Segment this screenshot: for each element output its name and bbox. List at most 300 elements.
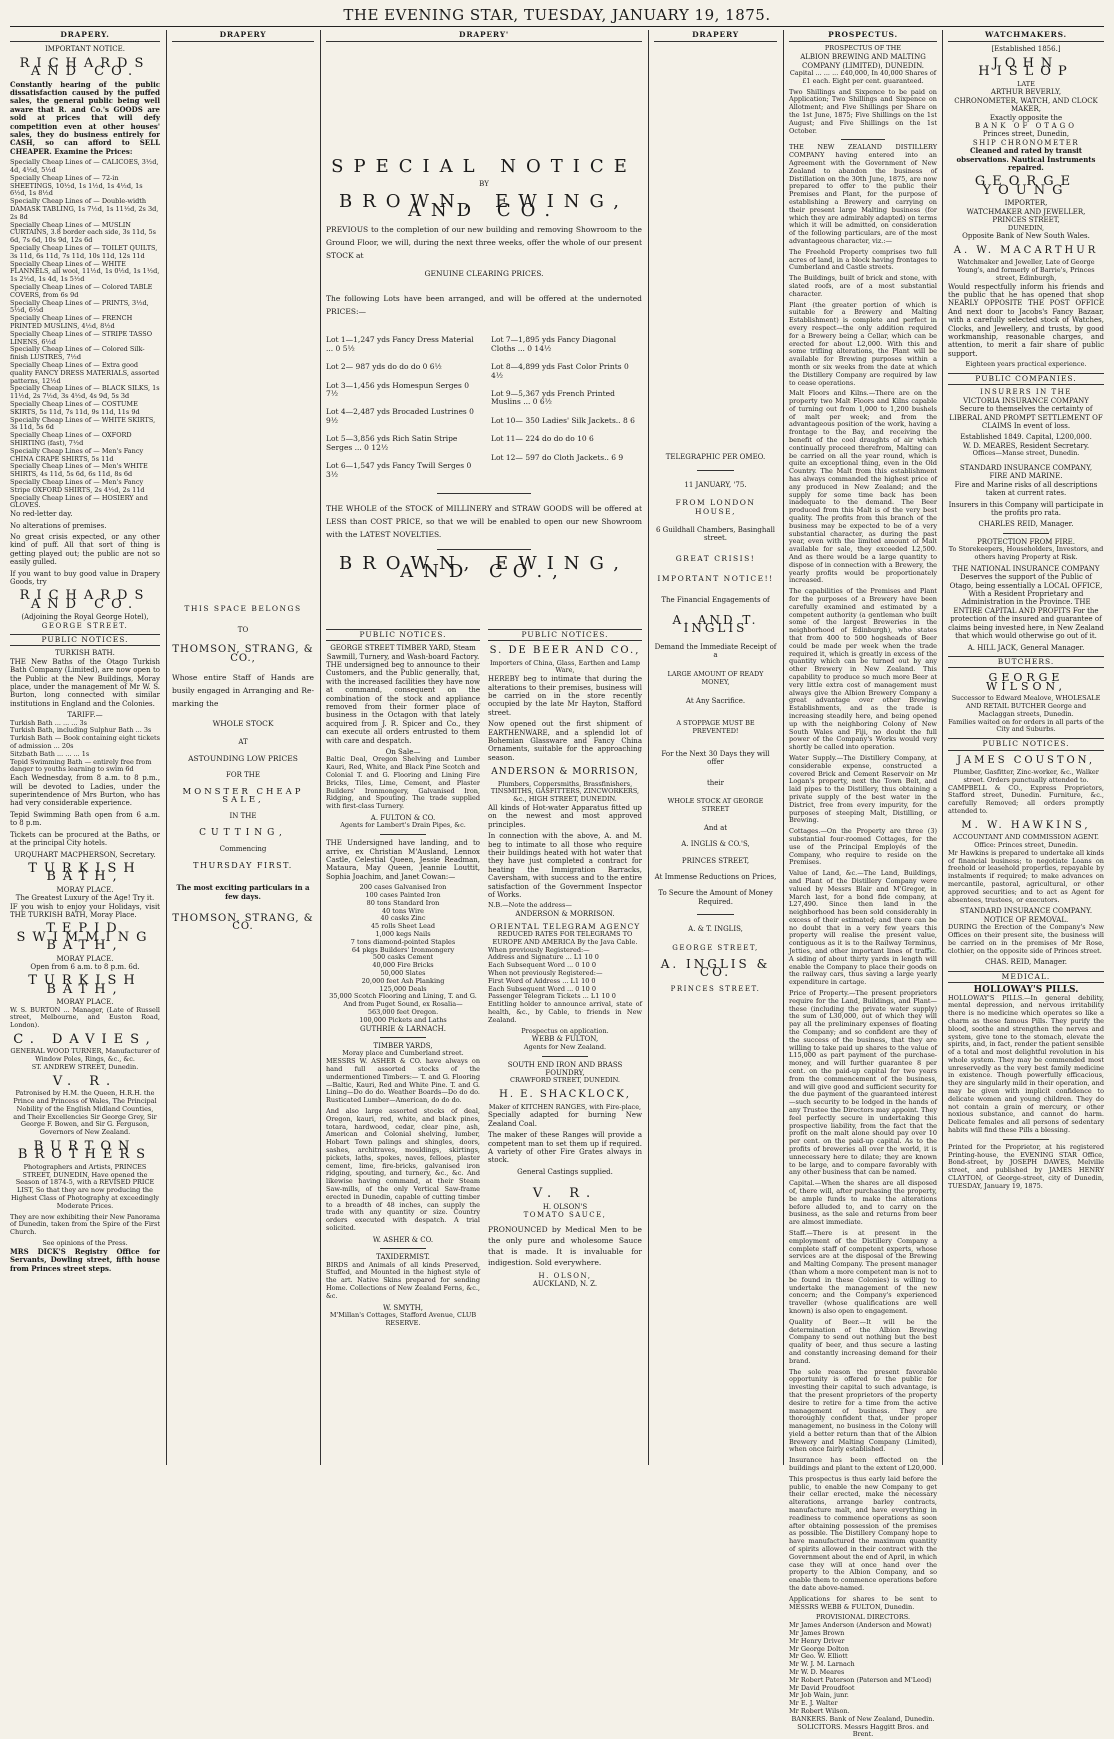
late-label: LATE	[1017, 79, 1035, 88]
low-prices: ASTOUNDING LOW PRICES	[188, 753, 298, 763]
lots-table	[326, 326, 642, 488]
removal: NOTICE OF REMOVAL.	[983, 915, 1069, 924]
vr-mark: V. R.	[52, 1073, 118, 1089]
director: Mr Job Wain, junr.	[789, 1691, 849, 1700]
lots-left	[326, 326, 477, 488]
prospectus-label: PROSPECTUS OF THE	[824, 44, 902, 53]
prospectus-para: The sole reason the present favorable opportunity is offered to the public for investing their capital to such advantage, is that the present proprietors of the property desire to retire for a time from the active management of business. They are thoroughly confident that, under proper management, no business in the Colony will yield a better return than that of the Albion Brewery and Malting Company (Limited), when once fairly established.	[789, 1367, 937, 1454]
closing-line: If you want to buy good value in Drapery Goods, try	[10, 569, 160, 586]
section-header: DRAPERY.	[10, 30, 160, 42]
protection: PROTECTION FROM FIRE.	[977, 537, 1075, 546]
on-sale: On Sale—	[385, 748, 421, 756]
section-header: PUBLIC NOTICES.	[10, 634, 160, 646]
timber-text: THE undersigned beg to announce to their Customers, and the Public generally, that, with the increased facilities they have now at command, consequent on the combination of the stock and appliance removed from their former place of business in the Octagon with that lately acquired from J. R. Spicer and Co., they can execute all orders entrusted to them with care and despatch.	[326, 660, 480, 745]
great-crisis: GREAT CRISIS!	[675, 553, 756, 563]
lot-row: Lot 9—5,367 yds French Printed Muslins ... 0 6½	[491, 389, 615, 407]
yards-title: TIMBER YARDS,	[373, 1041, 433, 1050]
tariff-line: Turkish Bath ... ... ... 3s	[10, 718, 88, 727]
thomson-title: THOMSON, STRANG, & CO.,	[172, 644, 314, 664]
price-item: Specially Cheap Lines of — CALICOES, 3½d, 4d, 4½d, 5½d	[10, 158, 159, 175]
divider	[437, 549, 532, 550]
landed-item: 125,000 Deals	[379, 984, 427, 993]
yards-sub: Moray place and Cumberland street.	[342, 1049, 464, 1058]
space-belongs: THIS SPACE BELONGS	[184, 604, 302, 614]
oriental-title: ORIENTAL TELEGRAM AGENCY	[489, 921, 641, 931]
burton-panorama: They are now exhibiting their New Panorama of Dunedin, taken from the Spire of the First Church.	[10, 1212, 160, 1237]
tepid-open: Open from 6 a.m. to 8 p.m. 6d.	[30, 962, 140, 971]
section-header: PUBLIC NOTICES.	[948, 738, 1104, 750]
by-label: BY	[479, 179, 489, 188]
director: Mr James Brown	[789, 1629, 845, 1638]
landed-item: 40 tons Wire	[381, 906, 425, 915]
telegraphic: TELEGRAPHIC PER OMEO.	[665, 453, 766, 462]
asher-text: MESSRS W. ASHER & CO. have always on hand full assorted stocks of the undermentioned Timbers:— T. and G. Flooring—Baltic, Kauri, Red and White Pine. T. and G. Lining—Do do do. Weather Boards—Do do do. Rusticated Lumber—American, do do do.	[326, 1057, 480, 1105]
ready-money: LARGE AMOUNT OF READY MONEY,	[667, 669, 764, 687]
olson-addr: AUCKLAND, N. Z.	[532, 1279, 598, 1288]
section-header: PROSPECTUS.	[789, 30, 937, 42]
landed-item: 45 rolls Sheet Lead	[370, 922, 436, 931]
burton-press: See opinions of the Press.	[42, 1238, 128, 1247]
lot-row: Lot 12— 597 do Cloth Jackets.. 6 9	[491, 452, 624, 462]
and-at: And at	[703, 823, 728, 832]
tariff-line: Sitzbath Bath ... ... ... 1s	[10, 749, 90, 758]
lots-intro: The following Lots have been arranged, and will be offered at the undernoted PRICES:—	[326, 294, 642, 317]
olson-sign: H. OLSON,	[538, 1271, 592, 1280]
bank-otago: BANK OF OTAGO	[974, 122, 1077, 131]
divider	[1003, 1139, 1050, 1140]
hawkins-title: M. W. HAWKINS,	[961, 819, 1091, 831]
column-divider	[648, 30, 649, 1465]
bath-hours: Each Wednesday, from 8 a.m. to 8 p.m., will be devoted to Ladies, under the superintendence of Mrs Burton, who has had very considerable experience.	[10, 774, 160, 808]
public-notices-right	[488, 625, 642, 1328]
director: Mr W. J. M. Larnach	[789, 1660, 855, 1669]
oriental-rate: Each Subsequent Word ... 0 10 0	[488, 961, 596, 970]
director: Mr W. D. Meares	[789, 1668, 845, 1676]
turkish-bath-enjoy: IF you wish to enjoy your Holidays, visit THE TURKISH BATH, Moray Place.	[10, 902, 160, 919]
george-street: GEORGE STREET,	[672, 943, 759, 952]
burton-title: BURTON BROTHERS	[17, 1138, 153, 1163]
price-item: Specially Cheap Lines of — MUSLIN CURTAINS, 3.8 border each side, 3s 11d, 5s 6d, 7s 6d, 10s 9d, 12s 6d	[10, 220, 157, 245]
jack: A. HILL JACK, General Manager.	[967, 643, 1085, 652]
holloway-text: HOLLOWAY'S PILLS.—In general debility, mental depression, and nervous irritability there is no medicine which operates so like a charm as these famous Pills. They purify the blood, soothe and strengthen the nerves and system, give tone to the stomach, elevate the spirits, and, in fact, render the patient sensible of a total and most delightful revolution in his whole system. They may be commended most unreservedly as the very best family medicine in existence. Though powerfully efficacious, they are singularly mild in their operation, and may be given with implicit confidence to delicate women and young children. They do not contain a grain of mercury, or other noxious substance, and cannot do harm. Delicate females and all persons of sedentary habits will find these Pills a blessing.	[948, 993, 1104, 1135]
debeer-text-2: Now opened out the first shipment of EARTHENWARE, and a splendid lot of Bohemian Glassware and Fancy China Ornaments, suitable for the approaching season.	[488, 720, 642, 762]
price-item: Specially Cheap Lines of — Men's WHITE SHIRTS, 4s 11d, 5s 6d, 6s 11d, 8s 6d	[10, 462, 148, 479]
price-item: Specially Cheap Lines of — COSTUME SKIRTS, 5s 11d, 7s 11d, 9s 11d, 11s 9d	[10, 399, 140, 416]
prospectus-para: Capital.—When the shares are all disposed of, there will, after purchasing the property, be ample funds to make the alterations before alluded to, and to carry on the business, as the sale and returns from beer are almost immediate.	[789, 1179, 937, 1227]
vr-text: Patronised by H.M. the Queen, H.R.H. the Prince and Princess of Wales, The Principal Nobility of the English Midland Counties, and Their Excellencies Sir George Grey, Sir George F. Bowen, and Sir G. Ferguson, Governors of New Zealand.	[13, 1089, 157, 1137]
divider	[437, 493, 532, 494]
demand: Demand the Immediate Receipt of a	[654, 642, 777, 660]
prospectus-para: Staff.—There is at present in the employment of the Distillery Company a complete staff of competent experts, whose services are at the disposal of the Brewing and Malting Company. The present manager (than whom a more competent man is not to be found in these Colonies) is willing to undertake the management of the new concern; and the Company's experienced traveller (whose qualifications are well known) is also open to engagement.	[789, 1228, 937, 1315]
turkish-bath-3: TURKISH BATH,	[28, 973, 142, 997]
reid: CHARLES REID, Manager.	[978, 520, 1074, 529]
directors-title: PROVISIONAL DIRECTORS.	[815, 1613, 911, 1622]
timber-title: GEORGE STREET TIMBER YARD, Steam Sawmill, Turnery, and Wash-board Factory.	[326, 644, 480, 661]
at-label: AT	[238, 738, 248, 747]
opposite-nsw: Opposite Bank of New South Wales.	[962, 232, 1090, 241]
column-divider	[783, 30, 784, 1465]
landed-item: 40,000 Fire Bricks	[372, 961, 434, 970]
olson-title: H. OLSON'S	[542, 1202, 588, 1211]
price-list	[10, 159, 160, 510]
prospectus-para: Water Supply.—The Distillery Company, at considerable expense, constructed a covered Brick and Cement Reservoir on Mr Logan's property, next the Town Belt, and laid pipes to the Distillery, thus obtaining a private supply of the best water in the District, free from every impurity, for the purposes of steeping Malt, Distilling, or Brewing.	[789, 753, 937, 825]
director: Mr Robert Paterson (Paterson and M'Leod)	[789, 1675, 932, 1684]
inglis-co-title: A. INGLIS & CO.	[660, 957, 771, 980]
bath-tickets: Tickets can be procured at the Baths, or at the principal City hotels.	[10, 830, 160, 848]
taxidermist-text: BIRDS and Animals of all kinds Preserved, Stuffed, and Mounted in the highest style of the art. Native Skins prepared for sending Home. Collections of New Zealand Ferns, &c., &c.	[326, 1260, 480, 1300]
prospectus-para: Price of Property.—The present proprietors require for the Land, Buildings, and Plant—these (including the private water supply) the sum of L30,000, out of which they will pay all the preliminary expenses of floating the Company; and so confident are they of the success of the business, that they are willing to take paid up shares to the value of L15,000 as part payment of the purchase-money, and will further guarantee 8 per cent. on the paid-up capital for two years from the commencement of the business, and will give good and sufficient security for the due payment of the guaranteed interest—such security to be lodged in the hands of any Trustee the Directors may appoint. They feel perfectly secure in undertaking this prospective liability, from the fact that the profit on the malt alone should pay over 10 per cent. on the paid-up capital. As to the profits of breweries all over the world, it is unnecessary here to dilate; they are known to be large, and to compare favorably with any other business that can be named.	[789, 989, 937, 1177]
divider	[841, 139, 885, 140]
in-label: IN THE	[229, 812, 257, 821]
tariff-line: Turkish Bath — Book containing eight tickets of admission ... 20s	[10, 734, 160, 751]
landed-item: 40 casks Zinc	[380, 914, 426, 923]
lots-right	[491, 326, 642, 488]
landed-item: 64 pkgs Builders' Ironmongery	[351, 945, 455, 954]
column-3	[326, 30, 642, 1465]
prospectus-para: The capabilities of the Premises and Plant for the purposes of a Brewery have been carefully examined and estimated by a competent authority (a gentleman who built some of the largest Breweries in the neighborhood of Edinburgh), who states that from 400 to 500 hogsheads of Beer could be made per week when the trade required it, which is greatly in excess of the quantity which can be turned out by any other Brewery in New Zealand. This capability to produce so much more Beer at very little extra cost of management must always give the Albion Brewery Company a great advantage over other Brewing Establishments, and as the trade is increasing steadily here, and being opened up with the neighboring Colony of New South Wales and Fiji, no doubt the full power of the Company's Works would very shortly be called into operation.	[789, 587, 937, 752]
standard-title: STANDARD INSURANCE COMPANY,	[959, 464, 1093, 473]
bath-title: TURKISH BATH.	[55, 649, 115, 658]
shacklock-text-2: The maker of these Ranges will provide a competent man to set them up if required. A variety of other Fire Grates always in stock.	[488, 1131, 642, 1165]
davies-sub: GENERAL WOOD TURNER, Manufacturer of Window Poles, Rings, &c., &c.	[10, 1047, 160, 1064]
hawkins-text: Mr Hawkins is prepared to undertake all kinds of financial business; to negotiate Loans on freehold or leasehold properties, repayable by instalments if required; to make advances on mercantile, pastoral, agricultural, or other approved securities; and to act as Agent for absentees, trustees, or executors.	[948, 848, 1104, 904]
lot-row: Lot 1—1,247 yds Fancy Dress Material ... 0 5½	[326, 335, 474, 353]
beverly: ARTHUR BEVERLY,	[990, 88, 1062, 97]
section-header: DRAPERY'	[326, 30, 642, 42]
princes-street-2: PRINCES STREET.	[670, 984, 761, 993]
landed-item: 35,000 Scotch Flooring and Lining, T. and G.	[329, 992, 477, 1001]
standard-text-2: Insurers in this Company will participate in the profits pro rata.	[948, 500, 1104, 518]
protection-text: To Storekeepers, Householders, Investors, and others having Property at Risk.	[948, 545, 1104, 562]
their: their	[706, 778, 725, 787]
public-notices-area	[326, 625, 642, 1328]
price-item: Specially Cheap Lines of — HOSIERY and GLOVES.	[10, 493, 148, 510]
capital: Capital ... ... ... £40,000, In 40,000 Shares of £1 each. Eight per cent. guaranteed.	[789, 69, 937, 85]
column-divider	[320, 30, 321, 1465]
section-header: DRAPERY	[654, 30, 777, 42]
masthead-rule	[10, 26, 1104, 27]
price-item: Specially Cheap Lines of — STRIPE TASSO LINENS, 6½d	[10, 329, 153, 346]
immense: At Immense Reductions on Prices,	[654, 872, 777, 881]
macarthur-exp: Eighteen years practical experience.	[965, 360, 1087, 369]
davies-addr: ST. ANDREW STREET, Dunedin.	[31, 1062, 139, 1071]
column-2	[172, 30, 314, 1465]
inglis-title: A. AND T. INGLIS	[672, 613, 759, 636]
bath-hours-2: Tepid Swimming Bath open from 6 a.m. to 8 p.m.	[10, 810, 160, 828]
prospectus-para: Cottages.—On the Property are three (3) substantial four-roomed Cottages, for the use of the Principal Employés of the Company, who require to reside on the Premises.	[789, 827, 937, 867]
oriental-rate: First Word of Address ... L1 10 0	[488, 976, 596, 985]
landed-item: 100 cases Painted Iron	[365, 891, 441, 900]
cutting: CUTTING,	[199, 827, 287, 838]
asher-text-2: And also large assorted stocks of deal, Oregon, kauri, red, white, and black pines, totara, hardwood, cedar, clear pine, ash, American and Colonial shelving, lumber, Hobart Town palings and shingles, doors, sashes, architraves, mouldings, skirtings, pickets, laths, spokes, naves, felloes, plaster cement, lime, fire-bricks, galvanised iron ridging, spouting, and turnery, &c., &c. And likewise having command, at their Steam Saw-mills, of the only Vertical Saw-frame erected in Dunedin, capable of cutting timber to a breadth of 48 inches, can supply the trade with any quantity or size. Country orders executed with despatch. A trial solicited.	[326, 1106, 480, 1232]
guthrie-sign: GUTHRIE & LARNACH.	[360, 1024, 446, 1033]
asher-sign: W. ASHER & CO.	[372, 1235, 434, 1244]
director: Mr George Dolton	[789, 1644, 849, 1653]
particulars: The most exciting particulars in a few days.	[176, 883, 310, 901]
prospectus-para: This prospectus is thus early laid before the public, to enable the new Company to get their cellar erected, make the necessary alterations, arrange barley contracts, manufacture malt, and have everything in readiness to commence operations as soon after obtaining possession of the premises as possible. The Distillery Company hope to have manufactured the maximum quantity of spirits allowed in their contract with the Government about the end of April, in which case they will at once hand over the property to the Albion Company, and so enable them to commence operations before the date above-named.	[789, 1474, 937, 1593]
director: Mr Geo. W. Elliott	[789, 1652, 848, 1661]
price-item: Specially Cheap Lines of — BLACK SILKS, 1s 11½d, 2s 7½d, 3s 4½d, 4s 9d, 5s 3d	[10, 384, 160, 401]
bath-text: THE New Baths of the Otago Turkish Bath Company (Limited), are now open to the Public at the New Buildings, Moray place, under the management of Mr W. S. Burton, long connected with similar institutions in England and the Colonies.	[10, 657, 160, 708]
richards-title-2: RICHARDS AND CO.	[19, 588, 151, 612]
oriental-text: Entitling holder to announce arrival, state of health, &c., by Cable, to friends in New Zealand.	[488, 1000, 642, 1024]
ship-chronometer: SHIP CHRONOMETER	[972, 138, 1080, 147]
prospectus-para: The Buildings, built of brick and stone, with slated roofs, are of a most substantial character.	[789, 274, 937, 298]
richards-intro: Constantly hearing of the public dissatisfaction caused by the puffed sales, the general public being well aware that R. and Co.'s GOODS are sold at prices that will defy competition even at other houses' sales, they do business entirely for CASH, so can afford to SELL CHEAPER. Examine the Prices:	[10, 79, 160, 156]
olson-text: PRONOUNCED by Medical Men to be the only pure and wholesome Sauce that is made. It is invaluable for indigestion. Sold everywhere.	[488, 1224, 642, 1267]
chronometer: CHRONOMETER, WATCH, AND CLOCK MAKER,	[954, 96, 1098, 114]
hawkins-sub: ACCOUNTANT AND COMMISSION AGENT.	[953, 833, 1099, 842]
lot-row: Lot 5—3,856 yds Rich Satin Stripe Serges ... 0 12½	[326, 434, 458, 452]
landed-item: And from Puget Sound, ex Rosalia—	[343, 1000, 463, 1009]
anderson-sub: Plumbers, Coppersmiths, Brassfinishers, TINSMITHS, GASFITTERS, ZINCWORKERS, &c., HIGH STREET, DUNEDIN.	[490, 779, 640, 804]
director: Mr James Anderson (Anderson and Mowat)	[789, 1621, 932, 1630]
bankers: BANKERS. Bank of New Zealand, Dunedin.	[791, 1714, 935, 1723]
section-header: PUBLIC NOTICES.	[488, 629, 642, 641]
price-item: Specially Cheap Lines of — OXFORD SHIRTING (fast), 7½d	[10, 431, 132, 447]
price-item: Specially Cheap Lines of — WHITE FLANNELS, all wool, 11½d, 1s 0½d, 1s 1½d, 1s 2½d, 1s 4d, 1s 5½d	[10, 259, 160, 284]
dick-registry: MRS DICK'S Registry Office for Servants, Dowling street, fifth house from Princes street steps.	[10, 1246, 160, 1273]
lot-row: Lot 7—1,895 yds Fancy Diagonal Cloths ... 0 14½	[491, 335, 617, 353]
prospectus-para: THE NEW ZEALAND DISTILLERY COMPANY having entered into an Agreement with the Government of New Zealand to abandon the business of Distillation on the 30th June, 1875, are now prepared to offer to the public their Premises and Plant, for the purpose of establishing a Brewery and carrying on their present large Malting business (for which they are admirably adapted) on terms which it will be admitted, on consideration of the following particulars, are of the most advantageous character, viz.:—	[789, 143, 937, 245]
millinery-text: THE WHOLE of the STOCK of MILLINERY and STRAW GOODS will be offered at LESS than COST PRICE, so that we will be enabled to open our new Showroom with the LATEST NOVELTIES.	[326, 503, 642, 539]
divider	[380, 1037, 426, 1038]
landed-text: THE Undersigned have landing, and to arrive, ex Christian M'Ausland, Lennox Castle, Celestial Queen, Jessie Readman, Mataura, May Queen, Jeannie Louttit, Sophia Joachim, and Janet Cowan:—	[326, 839, 480, 881]
company-name: ALBION BREWING AND MALTING COMPANY (LIMITED), DUNEDIN.	[800, 53, 926, 70]
director: Mr Henry Driver	[789, 1636, 845, 1645]
section-header: PUBLIC NOTICES.	[326, 629, 480, 641]
price-item: Specially Cheap Lines of — Colored TABLE COVERS, from 6s 9d	[10, 283, 153, 299]
anderson-nb: N.B.—Note the address—	[488, 901, 572, 910]
couston-title: JAMES COUSTON,	[956, 754, 1096, 766]
lot-row: Lot 2— 987 yds do do do 0 6½	[326, 362, 442, 372]
masthead: THE EVENING STAR, TUESDAY, JANUARY 19, 1875.	[343, 6, 771, 24]
tariff-line: Tepid Swimming Bath — entirely free from danger to youths learning to swim 6d	[10, 757, 152, 774]
taxidermist-title: TAXIDERMIST.	[376, 1253, 430, 1262]
campbell: CAMPBELL & CO., Express Proprietors, Stafford street, Dunedin. Furniture, &c., carefully Removed; all orders promptly attended to.	[948, 783, 1104, 815]
closing-line: No alterations of premises.	[10, 521, 107, 530]
oriental-prospectus: Prospectus on application.	[521, 1026, 609, 1035]
landed-item: 100,000 Pickets and Laths	[359, 1015, 447, 1024]
lot-row: Lot 11— 224 do do do 10 6	[491, 434, 594, 444]
tariff-line: Turkish Bath, including Sulphur Bath ... 3s	[10, 726, 152, 735]
column-4	[654, 30, 777, 1465]
oriental-rate: Address and Signature ... L1 10 0	[488, 953, 599, 962]
whole-stock: WHOLE STOCK AT GEORGE STREET	[667, 796, 764, 814]
meares: W. D. MEARES, Resident Secretary.	[962, 441, 1090, 450]
landed-item: 50,000 Slates	[380, 968, 426, 977]
turkish-bath-2-place: MORAY PLACE.	[56, 885, 114, 894]
fire-marine: FIRE AND MARINE.	[989, 472, 1063, 481]
insurers: INSURERS IN THE	[980, 388, 1072, 397]
prospectus-para: Malt Floors and Kilns.—There are on the property two Malt Floors and Kilns capable of turning out from 1,000 to 1,200 bushels of malt per week; and from the advantageous position of the work, having a frontage to the Bay, and receiving the benefit of the cool draughts of air which continually proceed therefrom, Malting can be carried on all the year round, which is quite an exceptional thing, even in the Old Country. The Malt from this establishment has always commanded the highest price of any produced in New Zealand; and the supply for some time back has been inadequate to the demand. The Beer produced from this Malt is of the very best quality. The profits from this branch of the business may be expected to be of a very substantial character, as during the past year, even with the limited amount of Malt available for sale, they exceeded L2,500. And as there would be a large quantity to dispose of in connection with a Brewery, the yearly profits would be proportionately increased.	[789, 389, 937, 585]
victoria-text: Secure to themselves the certainty of LIBERAL AND PROMPT SETTLEMENT OF CLAIMS In event of loss.	[949, 405, 1103, 430]
previous-text: PREVIOUS to the completion of our new building and removing Showroom to the Ground Floor, we will, during the next three weeks, offer the whole of our present STOCK at	[326, 225, 642, 261]
divider	[542, 1056, 588, 1057]
divider	[380, 1248, 426, 1249]
anderson-text-2: In connection with the above, A. and M. beg to intimate to all those who require their buildings heated with hot water that they have just completed a contract for heating the Immigration Barracks, Caversham, with success and to the entire satisfaction of the Government Inspector of Works.	[488, 832, 642, 900]
thursday: THURSDAY FIRST.	[193, 860, 293, 870]
hawkins-office: Office: Princes street, Dunedin.	[974, 840, 1078, 849]
section-header: PUBLIC COMPANIES.	[948, 373, 1104, 385]
secure: To Secure the Amount of Money Required.	[658, 889, 773, 906]
prospectus-para: Insurance has been effected on the buildings and plant to the extent of L20,000.	[789, 1456, 937, 1473]
landed-item: 20,000 feet Ash Planking	[361, 976, 445, 985]
fulton-sign: A. FULTON & CO.	[370, 813, 436, 822]
dunedin: DUNEDIN,	[1007, 223, 1045, 232]
public-notices-left	[326, 625, 480, 1328]
standard-text: Fire and Marine risks of all descriptions taken at current rates.	[954, 480, 1098, 498]
monster-sale: MONSTER CHEAP SALE,	[182, 786, 304, 806]
landed-item: 7 tons diamond-pointed Staples	[350, 937, 456, 946]
wilson-text: Families waited on for orders in all parts of the City and Suburbs.	[948, 717, 1104, 734]
at-inglis: A. & T. INGLIS,	[688, 925, 743, 934]
shacklock-title: H. E. SHACKLOCK,	[499, 1089, 631, 1101]
turkish-bath-3-place: MORAY PLACE.	[56, 998, 114, 1007]
price-item: Specially Cheap Lines of — Men's Fancy Stripe OXFORD SHIRTS, 2s 4½d, 2s 11d	[10, 477, 145, 494]
section-header: BUTCHERS.	[948, 656, 1104, 668]
for-label: FOR THE	[226, 771, 260, 780]
shares: Two Shillings and Sixpence to be paid on Application; Two Shillings and Sixpence on Allotment; and Five Shillings per Share on the 1st June, 1875; Five Shillings on the 1st August; and Five Shillings on the 1st October.	[789, 87, 937, 135]
to-label: TO	[237, 625, 249, 634]
standard-2: STANDARD INSURANCE COMPANY.	[959, 907, 1093, 916]
princes-dunedin: Princes street, Dunedin,	[982, 130, 1070, 139]
cleaned: Cleaned and rated by transit observations. Nautical Instruments repaired.	[956, 146, 1096, 173]
secretary: URQUHART MACPHERSON, Secretary.	[14, 850, 156, 859]
price-item: Specially Cheap Lines of — Colored Silk-finish LUSTRES, 7½d	[10, 345, 145, 362]
landed-item: 200 cases Galvanised Iron	[359, 883, 447, 892]
couston-sub: Plumber, Gasfitter, Zinc-worker, &c., Walker street. Orders punctually attended to.	[953, 767, 1099, 784]
vr-mark: V. R.	[532, 1186, 598, 1202]
landed-item: 500 casks Cement	[372, 953, 434, 962]
inglis-co: A. INGLIS & CO.'S,	[681, 840, 750, 849]
section-header: DRAPERY	[172, 30, 314, 42]
foundry-sub: CRAWFORD STREET, DUNEDIN.	[510, 1076, 620, 1085]
foundry-title: SOUTH END IRON AND BRASS FOUNDRY,	[507, 1060, 623, 1078]
closing-line: No great crisis expected, or any other kind of puff. All that sort of thing is getting played out; the public are not so easily gulled.	[10, 532, 160, 567]
tariff-label: TARIFF.—	[67, 711, 103, 720]
column-divider	[942, 30, 943, 1465]
notice-title: IMPORTANT NOTICE.	[45, 45, 125, 54]
lot-row: Lot 8—4,899 yds Fast Color Prints 0 4½	[491, 362, 629, 380]
smyth-sign: W. SMYTH,	[382, 1303, 423, 1312]
prospectus-para: Value of Land, &c.—The Land, Buildings, and Plant of the Distillery Company were valued by Messrs Blair and M'Gregor, in March last, for a bond fide company, at L27,490. Since then land in the neighborhood has been sold considerably in excess of their estimated; and there can be no doubt that in a very few years this property will realise the present value, contiguous as it is to the Railway Terminus, Jetties, and other important lines of traffic. A siding of about thirty yards in length will enable the Company to place their goods on the railway cars, thus saving a large yearly expenditure in cartage.	[789, 869, 937, 987]
national-title: THE NATIONAL INSURANCE COMPANY	[952, 564, 1100, 573]
director: Mr Robert Wilson.	[789, 1706, 850, 1715]
closing-line: No red-letter day.	[10, 510, 73, 519]
webb-sign: WEBB & FULTON,	[531, 1035, 599, 1044]
anderson-text: All kinds of Hot-water Apparatus fitted up on the newest and most approved principles.	[488, 803, 642, 829]
hislop-title: JOHN HISLOP	[978, 55, 1074, 80]
whole-stock: WHOLE STOCK	[212, 719, 274, 729]
established: [Established 1856.]	[991, 45, 1061, 54]
solicitors: SOLICITORS. Messrs Haggitt Bros. and Brent.	[797, 1722, 929, 1739]
oriental-rate: Each Subsequent Word ... 0 10 0	[488, 984, 596, 993]
removal-text: DURING the Erection of the Company's New Offices on their present site, the business will be carried on in the premises of Mr Rose, clothier, on the opposite side of Princes street.	[948, 923, 1104, 955]
wilson-sub: Successor to Edward Mealove, WHOLESALE AND RETAIL BUTCHER George and Maclaggan streets, Dunedin.	[951, 694, 1101, 718]
tepid-bath: TEPID SWIMMING BATH,	[16, 921, 154, 954]
young-title: GEORGE YOUNG	[974, 174, 1078, 198]
castings: General Castings supplied.	[517, 1167, 613, 1176]
oriental-sub: REDUCED RATES FOR TELEGRAMS TO EUROPE AND AMERICA By the Java Cable.	[492, 930, 638, 946]
column-divider	[166, 30, 167, 1465]
reid-2: CHAS. REID, Manager.	[985, 958, 1067, 967]
divider	[697, 470, 734, 471]
from-london: FROM LONDON HOUSE,	[675, 498, 756, 516]
macarthur-sub: Watchmaker and Jeweller, Late of George Young's, and formerly of Barrie's, Princes street, Edinburgh,	[957, 258, 1095, 282]
richards-street: GEORGE STREET.	[41, 621, 129, 630]
shacklock-text: Specially adapted for burning New Zealand Coal.	[488, 1111, 642, 1128]
shacklock-sub: Maker of KITCHEN RANGES, with Fire-place,	[488, 1102, 642, 1111]
oriental-when: When previously Registered:—	[488, 945, 590, 954]
macarthur-text: Would respectfully inform his friends and the public that he has opened that shop NEARLY OPPOSITE THE POST OFFICE And next door to Jacobs's Fancy Bazaar, with a carefully selected stock of Watches, Clocks, and Jewellery, and trusts, by good workmanship, reasonable charges, and attention, to merit a fair share of public support.	[948, 282, 1104, 358]
price-item: Specially Cheap Lines of — Double-width DAMASK TABLING, 1s 7½d, 1s 11½d, 2s 3d, 2s 8d	[10, 197, 159, 221]
debeer-sub: Importers of China, Glass, Earthen and Lamp Ware,	[489, 658, 641, 675]
lot-row: Lot 3—1,456 yds Homespun Serges 0 7½	[326, 380, 469, 399]
prospectus-para: Quality of Beer.—It will be the determination of the Albion Brewing Company to send out nothing but the best quality of beer, and thus secure a lasting and constantly increasing demand for their brand.	[789, 1317, 937, 1365]
price-item: Specially Cheap Lines of — FRENCH PRINTED MUSLINS, 4½d, 8½d	[10, 314, 133, 331]
commencing: Commencing	[219, 845, 267, 854]
fulton-agents: Agents for Lambert's Drain Pipes, &c.	[340, 821, 466, 830]
column-6	[948, 30, 1104, 1465]
divider	[1003, 533, 1050, 534]
victoria-est: Established 1849. Capital, L200,000.	[960, 433, 1092, 442]
holloway-title: HOLLOWAY'S PILLS.	[973, 985, 1079, 996]
anderson-title: ANDERSON & MORRISON,	[491, 767, 639, 778]
next-30: For the Next 30 Days they will offer	[661, 749, 770, 767]
brown-ewing-title: BROWN, EWING, AND CO.	[338, 191, 630, 221]
macarthur-title: A. W. MACARTHUR	[953, 244, 1099, 256]
debeer-title: S. DE BEER AND CO.,	[489, 645, 641, 657]
smyth-addr: M'Millan's Cottages, Stafford Avenue, CLUB RESERVE.	[329, 1310, 477, 1327]
richards-title: RICHARDS AND CO.	[19, 55, 151, 80]
thomson-title-2: THOMSON, STRANG, & CO.	[172, 912, 314, 933]
turkish-bath-2: TURKISH BATH,	[28, 860, 142, 885]
price-item: Specially Cheap Lines of — TOILET QUILTS, 3s 11d, 6s 11d, 7s 11d, 10s 11d, 12s 11d	[10, 244, 158, 260]
tomato-sauce: TOMATO SAUCE,	[523, 1211, 607, 1220]
stoppage: A STOPPAGE MUST BE PREVENTED!	[676, 718, 755, 736]
director: Mr E. J. Walter	[789, 1699, 838, 1708]
special-notice: SPECIAL NOTICE	[331, 156, 637, 178]
divider	[380, 834, 426, 835]
column-5	[789, 30, 937, 1739]
price-item: Specially Cheap Lines of — Men's Fancy CHINA CRAPE SHIRTS, 5s 11d	[10, 446, 144, 463]
landed-item: 80 tons Standard Iron	[366, 898, 440, 907]
davies-title: C. DAVIES,	[13, 1031, 157, 1047]
national-text: Deserves the support of the Public of Otago, being essentially a LOCAL OFFICE, With a Resident Proprietary and Administration in the Province. THE ENTIRE CAPITAL AND PROFITS For the protection of the insured and guarantee of claims being invested here, in New Zealand that which would otherwise go out of it.	[948, 573, 1104, 641]
column-1	[10, 30, 160, 1465]
director: Mr David Proudfoot	[789, 1683, 855, 1692]
anderson-sign: ANDERSON & MORRISON.	[515, 910, 615, 919]
importer: IMPORTER,	[1004, 199, 1048, 208]
meares-office: Offices—Manse street, Dunedin.	[972, 449, 1080, 458]
burton-sub: Photographers and Artists, PRINCES STREET, DUNEDIN, Have opened the Season of 1874-5, with a REVISED PRICE LIST, So that they are now producing the Highest Class of Photography at exceedingly Moderate Prices.	[11, 1162, 159, 1210]
watch-jeweller: WATCHMAKER AND JEWELLER,	[966, 207, 1086, 216]
prospectus-para: The Freehold Property comprises two full acres of land, in a block having frontages to Cumberland and Castle streets.	[789, 247, 937, 272]
bath-manager: W. S. BURTON ... Manager, (Late of Russell street, Melbourne, and Euston Road, London).	[10, 1005, 160, 1030]
prospectus-para: Plant (the greater portion of which is suitable for a Brewery and Malting Establishment) is complete and perfect in every respect—the only addition required for a Brewery being a Cellar, which can be erected for about L2,000. With this and some trifling alterations, the Plant will be available for Brewing purposes within a month or six weeks from the date at which the Distillery Company are required by law to cease operations.	[789, 300, 937, 387]
important-notice: IMPORTANT NOTICE!!	[657, 574, 774, 584]
princes-street: PRINCES STREET,	[681, 856, 750, 865]
on-sale-text: Baltic Deal, Oregon Shelving and Lumber Kauri, Red, White, and Black Pine Scotch and Colonial T. and G. Flooring and Lining Fire Bricks, Tiles, Lime, Cement, and Plaster Builders' Ironmongery, Galvanised Iron, Ridging, and Spouting. The trade supplied with first-class Turnery.	[326, 755, 480, 811]
section-header: WATCHMAKERS.	[948, 30, 1104, 42]
turkish-bath-luxury: The Greatest Luxury of the Age! Try it.	[15, 894, 155, 903]
debeer-text: HEREBY beg to intimate that during the alterations to their premises, business will be carried on in the store recently occupied by the late Mr Hayton, Stafford street.	[488, 675, 642, 717]
price-item: Specially Cheap Lines of — Extra good quality FANCY DRESS MATERIALS, assorted patterns, 12½d	[10, 361, 160, 385]
price-item: Specially Cheap Lines of — PRINTS, 3½d, 5½d, 6½d	[10, 298, 149, 315]
lot-row: Lot 10— 350 Ladies' Silk Jackets.. 8 6	[491, 415, 635, 425]
webb-sub: Agents for New Zealand.	[523, 1042, 607, 1051]
